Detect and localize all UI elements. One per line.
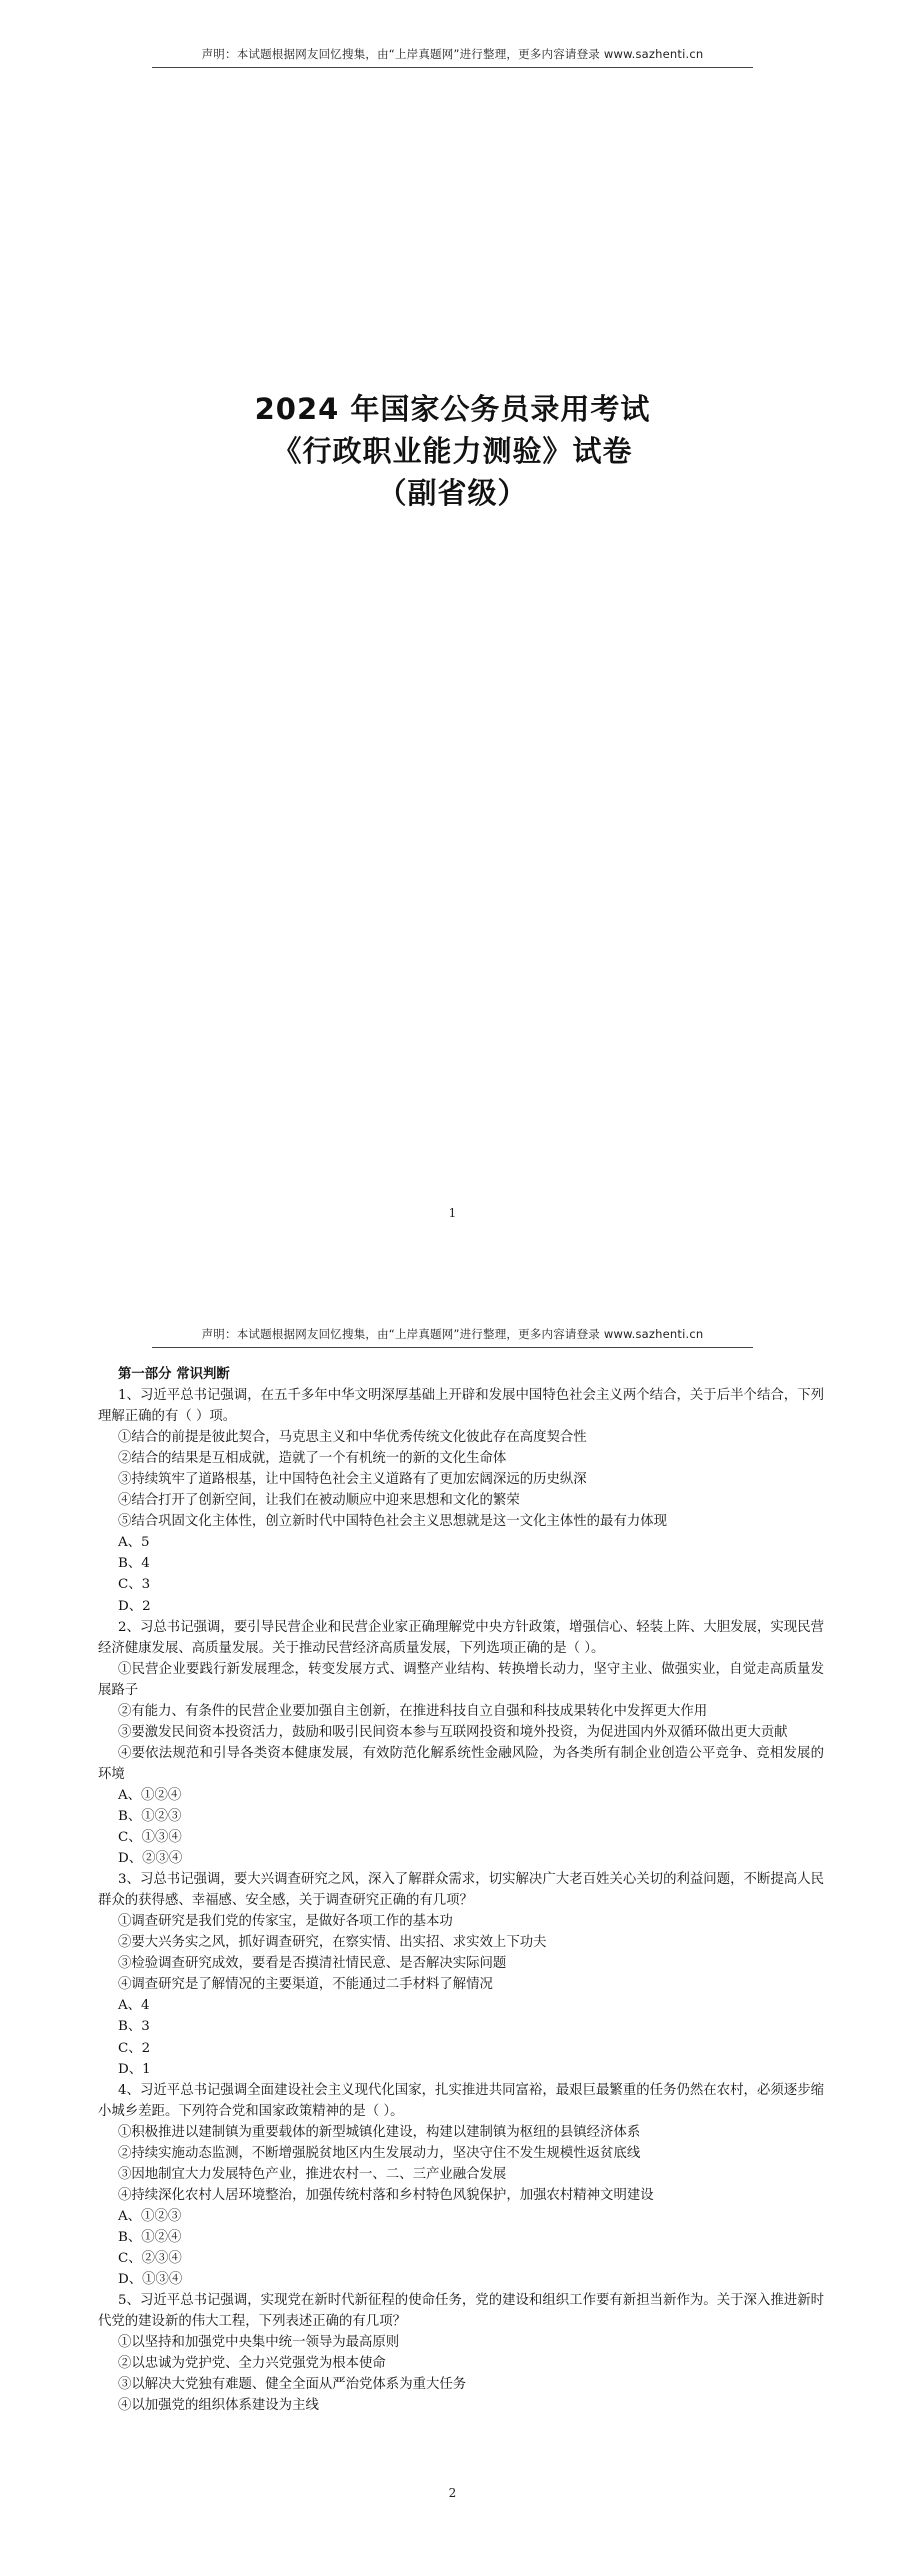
- statement-item: ②有能力、有条件的民营企业要加强自主创新，在推进科技自立自强和科技成果转化中发挥更大作用: [118, 1703, 708, 1719]
- statement-item: ④调查研究是了解情况的主要渠道，不能通过二手材料了解情况: [118, 1977, 493, 1993]
- answer-option: A、4: [118, 1998, 150, 2014]
- question-2: [98, 1617, 824, 1870]
- answer-option: B、4: [118, 1556, 150, 1572]
- answer-option: B、3: [118, 2019, 150, 2035]
- question-content: [98, 1364, 824, 2416]
- question-stem: 1、习近平总书记强调，在五千多年中华文明深厚基础上开辟和发展中国特色社会主义两个结合，关于后半个结合，下列理解正确的有（ ）项。: [98, 1388, 824, 1425]
- statement-item: ②结合的结果是互相成就，造就了一个有机统一的新的文化生命体: [118, 1451, 507, 1467]
- answer-option: A、5: [118, 1535, 150, 1551]
- question-5: [98, 2290, 824, 2416]
- question-stem: 2、习总书记强调，要引导民营企业和民营企业家正确理解党中央方针政策，增强信心、轻装上阵、大胆发展，实现民营经济健康发展、高质量发展。关于推动民营经济高质量发展，下列选项正确的是（ ）。: [98, 1619, 824, 1656]
- page-header: 声明：本试题根据网友回忆搜集，由“上岸真题网”进行整理，更多内容请登录 www.sazhenti.cn: [152, 46, 753, 68]
- answer-option: C、2: [118, 2040, 151, 2056]
- statement-item: ④持续深化农村人居环境整治，加强传统村落和乡村特色风貌保护，加强农村精神文明建设: [118, 2187, 654, 2203]
- statement-item: ①调查研究是我们党的传家宝，是做好各项工作的基本功: [118, 1914, 453, 1930]
- statement-item: ②持续实施动态监测，不断增强脱贫地区内生发展动力，坚决守住不发生规模性返贫底线: [118, 2145, 641, 2161]
- answer-option: D、①③④: [118, 2272, 183, 2288]
- statement-item: ②要大兴务实之风，抓好调查研究，在察实情、出实招、求实效上下功夫: [118, 1935, 547, 1951]
- exam-title: [0, 388, 905, 514]
- answer-option: C、3: [118, 1577, 151, 1593]
- statement-item: ①以坚持和加强党中央集中统一领导为最高原则: [118, 2335, 400, 2351]
- question-stem: 3、习总书记强调，要大兴调查研究之风，深入了解群众需求，切实解决广大老百姓关心关切的利益问题，不断提高人民群众的获得感、幸福感、安全感，关于调查研究正确的有几项？: [98, 1872, 824, 1909]
- statement-item: ②以忠诚为党护党、全力兴党强党为根本使命: [118, 2356, 386, 2372]
- statement-item: ①结合的前提是彼此契合，马克思主义和中华优秀传统文化彼此存在高度契合性: [118, 1430, 587, 1446]
- statement-item: ④要依法规范和引导各类资本健康发展，有效防范化解系统性金融风险，为各类所有制企业创造公平竞争、竞相发展的环境: [98, 1745, 824, 1782]
- statement-item: ③因地制宜大力发展特色产业，推进农村一、二、三产业融合发展: [118, 2166, 507, 2182]
- page-2: [0, 1280, 905, 2560]
- title-line-3: （副省级）: [377, 476, 528, 510]
- answer-option: A、①②③: [118, 2208, 182, 2224]
- answer-option: D、②③④: [118, 1851, 183, 1867]
- question-1: [98, 1385, 824, 1617]
- statement-item: ③持续筑牢了道路根基，让中国特色社会主义道路有了更加宏阔深远的历史纵深: [118, 1472, 587, 1488]
- answer-option: D、2: [118, 1598, 151, 1614]
- question-stem: 5、习近平总书记强调，实现党在新时代新征程的使命任务，党的建设和组织工作要有新担当新作为。关于深入推进新时代党的建设新的伟大工程，下列表述正确的有几项？: [98, 2293, 824, 2330]
- question-3: [98, 1869, 824, 2079]
- answer-option: B、①②③: [118, 1808, 182, 1824]
- question-stem: 4、习近平总书记强调全面建设社会主义现代化国家，扎实推进共同富裕，最艰巨最繁重的任务仍然在农村，必须逐步缩小城乡差距。下列符合党和国家政策精神的是（ ）。: [98, 2082, 824, 2119]
- statement-item: ①民营企业要践行新发展理念，转变发展方式、调整产业结构、转换增长动力，坚守主业、做强实业，自觉走高质量发展路子: [98, 1661, 824, 1698]
- page-number: 2: [448, 2486, 457, 2500]
- answer-option: B、①②④: [118, 2229, 182, 2245]
- statement-item: ③要激发民间资本投资活力，鼓励和吸引民间资本参与互联网投资和境外投资，为促进国内外双循环做出更大贡献: [118, 1724, 788, 1740]
- answer-option: C、①③④: [118, 1830, 182, 1846]
- statement-item: ⑤结合巩固文化主体性，创立新时代中国特色社会主义思想就是这一文化主体性的最有力体现: [118, 1514, 668, 1530]
- statement-item: ④结合打开了创新空间，让我们在被动顺应中迎来思想和文化的繁荣: [118, 1493, 520, 1509]
- title-line-2: 《行政职业能力测验》试卷: [272, 434, 633, 468]
- answer-option: C、②③④: [118, 2250, 182, 2266]
- page-header: 声明：本试题根据网友回忆搜集，由“上岸真题网”进行整理，更多内容请登录 www.sazhenti.cn: [152, 1326, 753, 1348]
- answer-option: A、①②④: [118, 1787, 182, 1803]
- section-title: 第一部分 常识判断: [118, 1367, 230, 1382]
- statement-item: ④以加强党的组织体系建设为主线: [118, 2398, 319, 2414]
- statement-item: ③以解决大党独有难题、健全全面从严治党体系为重大任务: [118, 2377, 467, 2393]
- statement-item: ③检验调查研究成效，要看是否摸清社情民意、是否解决实际问题: [118, 1956, 507, 1972]
- question-4: [98, 2080, 824, 2290]
- statement-item: ①积极推进以建制镇为重要载体的新型城镇化建设，构建以建制镇为枢纽的县镇经济体系: [118, 2124, 641, 2140]
- title-line-1: 2024 年国家公务员录用考试: [254, 392, 651, 426]
- page-number: 1: [448, 1206, 457, 1220]
- answer-option: D、1: [118, 2061, 151, 2077]
